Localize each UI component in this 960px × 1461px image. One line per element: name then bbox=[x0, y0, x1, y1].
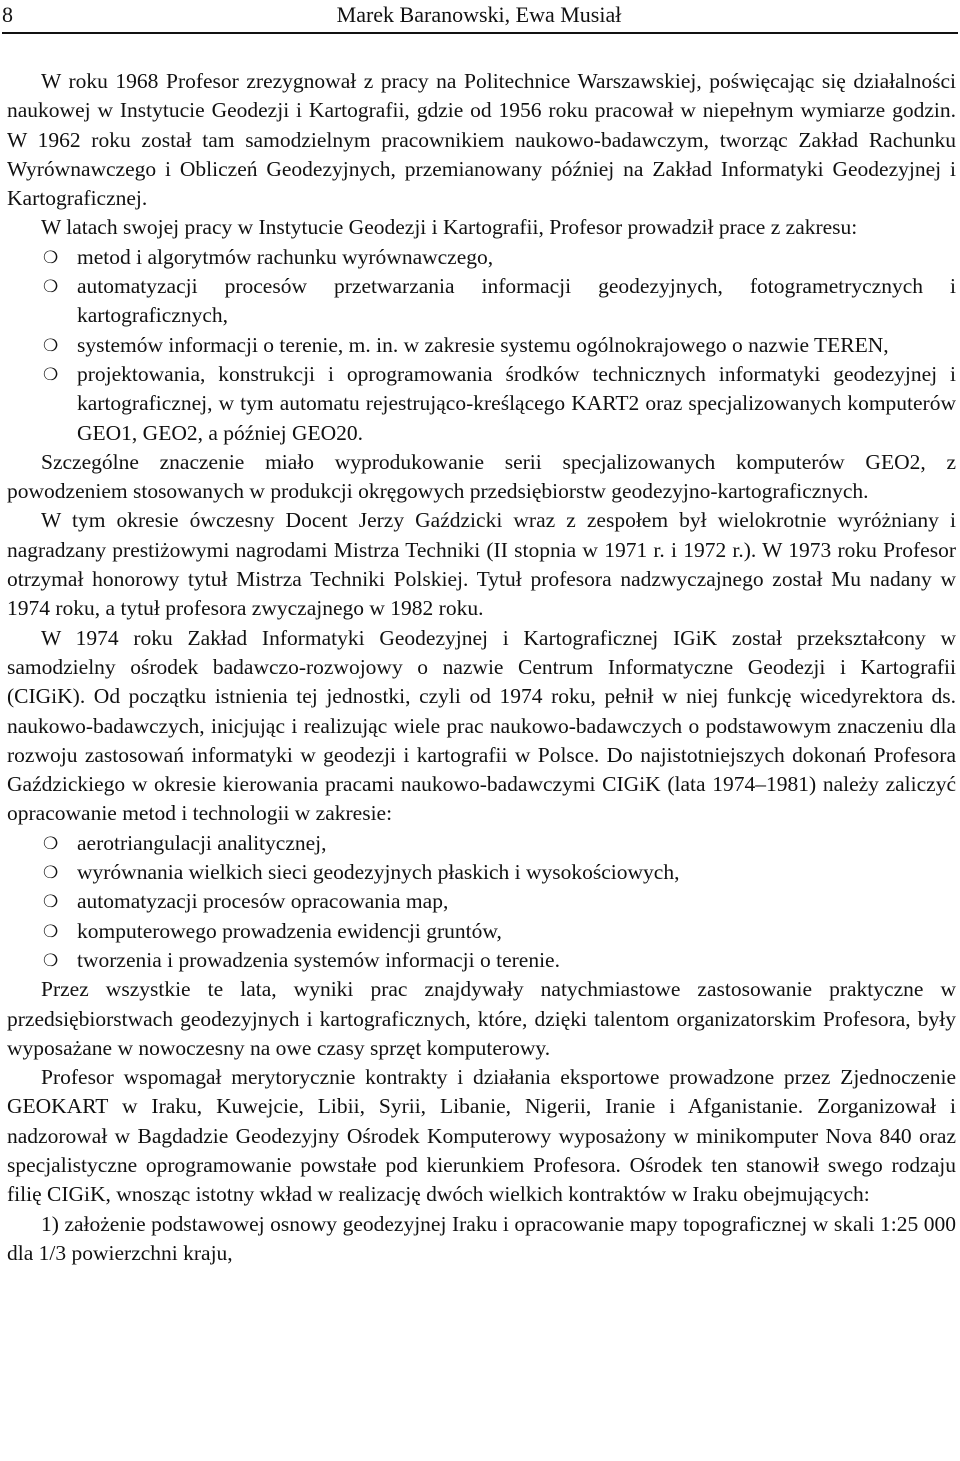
paragraph: W 1974 roku Zakład Informatyki Geodezyjnej i Kartograficznej IGiK został przekształcony w samodzielny ośrodek badawczo-rozwojowy o nazwie Centrum Informatyczne Geodezji i Kartografii (CIGiK). Od początku istnienia tej jednostki, czyli od 1974 roku, pełnił w niej funkcję wicedyrektora ds. naukowo-badawczych, inicjując i realizując wiele prac naukowo-badawczych o podstawowym znaczeniu dla rozwoju zastosowań informatyki w geodezji i kartografii w Polsce. Do najistotniejszych dokonań Profesora Gaździckiego w okresie kierowania pracami naukowo-badawczymi CIGiK (lata 1974–1981) należy zaliczyć opracowanie metod i technologii w zakresie: bbox=[7, 625, 956, 826]
bullet-icon: ❍ bbox=[43, 247, 59, 267]
paragraph: W tym okresie ówczesny Docent Jerzy Gaździcki wraz z zespołem był wielokrotnie wyróżniany i nagradzany prestiżowymi nagrodami Mistrza Techniki (II stopnia w 1971 r. i 1972 r.). W 1973 roku Profesor otrzymał honorowy tytuł Mistrza Techniki Polskiej. Tytuł profesora nadzwyczajnego został Mu nadany w 1974 roku, a tytuł profesora zwyczajnego w 1982 roku. bbox=[7, 508, 956, 621]
bullet-icon: ❍ bbox=[43, 863, 59, 883]
list-item bbox=[7, 858, 956, 887]
paragraph: W roku 1968 Profesor zrezygnował z pracy na Politechnice Warszawskiej, poświęcając się działalności naukowej w Instytucie Geodezji i Kartografii, gdzie od 1956 roku pracował w niepełnym wymiarze godzin. W 1962 roku został tam samodzielnym pracownikiem naukowo-badawczym, tworząc Zakład Rachunku Wyrównawczego i Obliczeń Geodezyjnych, przemianowany później na Zakład Informatyki Geodezyjnej i Kartograficznej. bbox=[7, 69, 956, 211]
list-item bbox=[7, 887, 956, 916]
list-item bbox=[7, 946, 956, 975]
paragraph: W latach swojej pracy w Instytucie Geodezji i Kartografii, Profesor prowadził prace z zakresu: bbox=[41, 215, 858, 240]
list-item-text: systemów informacji o terenie, m. in. w zakresie systemu ogólnokrajowego o nazwie TEREN, bbox=[77, 332, 889, 357]
list-item bbox=[7, 243, 956, 272]
bullet-icon: ❍ bbox=[43, 277, 59, 297]
bullet-icon: ❍ bbox=[43, 921, 59, 941]
list-item-text: komputerowego prowadzenia ewidencji gruntów, bbox=[77, 918, 502, 943]
numbered-item: 1) założenie podstawowej osnowy geodezyjnej Iraku i opracowanie mapy topograficznej w skali 1:25 000 dla 1/3 powierzchni kraju, bbox=[7, 1211, 956, 1265]
bullet-icon: ❍ bbox=[43, 335, 59, 355]
list-item-text: automatyzacji procesów przetwarzania informacji geodezyjnych, fotogrametrycznych i kartograficznych, bbox=[77, 274, 956, 328]
list-item bbox=[7, 829, 956, 858]
header-rule bbox=[2, 32, 958, 34]
list-item bbox=[7, 917, 956, 946]
page-header bbox=[0, 2, 958, 30]
bullet-icon: ❍ bbox=[43, 892, 59, 912]
list-item-text: wyrównania wielkich sieci geodezyjnych płaskich i wysokościowych, bbox=[77, 860, 680, 885]
list-item-text: projektowania, konstrukcji i oprogramowania środków technicznych informatyki geodezyjnej i kartograficznej, w tym automatu rejestrująco-kreślącego KART2 oraz specjalizowanych komputerów GEO1, GEO2, a później GEO20. bbox=[77, 361, 956, 445]
list-item-text: aerotriangulacji analitycznej, bbox=[77, 830, 327, 855]
list-item-text: metod i algorytmów rachunku wyrównawczego, bbox=[77, 244, 494, 269]
page-number: 8 bbox=[2, 2, 13, 27]
bullet-icon: ❍ bbox=[43, 950, 59, 970]
list-item bbox=[7, 331, 956, 360]
list-item bbox=[7, 360, 956, 448]
bullet-list bbox=[7, 829, 956, 975]
paragraph: Szczególne znaczenie miało wyprodukowanie serii specjalizowanych komputerów GEO2, z powodzeniem stosowanych w produkcji okręgowych przedsiębiorstw geodezyjno-kartograficznych. bbox=[7, 449, 956, 504]
list-item bbox=[7, 272, 956, 331]
bullet-icon: ❍ bbox=[43, 833, 59, 853]
paragraph: Przez wszystkie te lata, wyniki prac znajdywały natychmiastowe zastosowanie praktyczne w przedsiębiorstwach geodezyjnych i kartograficznych, które, dzięki talentom organizatorskim Profesora, były wyposażane w nowoczesny na owe czasy sprzęt komputerowy. bbox=[7, 977, 956, 1060]
running-head: Marek Baranowski, Ewa Musiał bbox=[336, 2, 622, 27]
bullet-icon: ❍ bbox=[43, 364, 59, 384]
paragraph: Profesor wspomagał merytorycznie kontrakty i działania eksportowe prowadzone przez Zjednoczenie GEOKART w Iraku, Kuwejcie, Libii, Syrii, Libanie, Nigerii, Iranie i Afganistanie. Zorganizował i nadzorował w Bagdadzie Geodezyjny Ośrodek Komputerowy wyposażony w minikomputer Nova 840 oraz specjalistyczne oprogramowanie powstałe pod kierunkiem Profesora. Ośrodek ten stanowił swego rodzaju filię CIGiK, wnosząc istotny wkład w realizację dwóch wielkich kontraktów w Iraku obejmujących: bbox=[7, 1065, 956, 1207]
list-item-text: tworzenia i prowadzenia systemów informacji o terenie. bbox=[77, 947, 560, 972]
list-item-text: automatyzacji procesów opracowania map, bbox=[77, 889, 449, 914]
body-text bbox=[7, 67, 956, 1268]
bullet-list bbox=[7, 243, 956, 448]
